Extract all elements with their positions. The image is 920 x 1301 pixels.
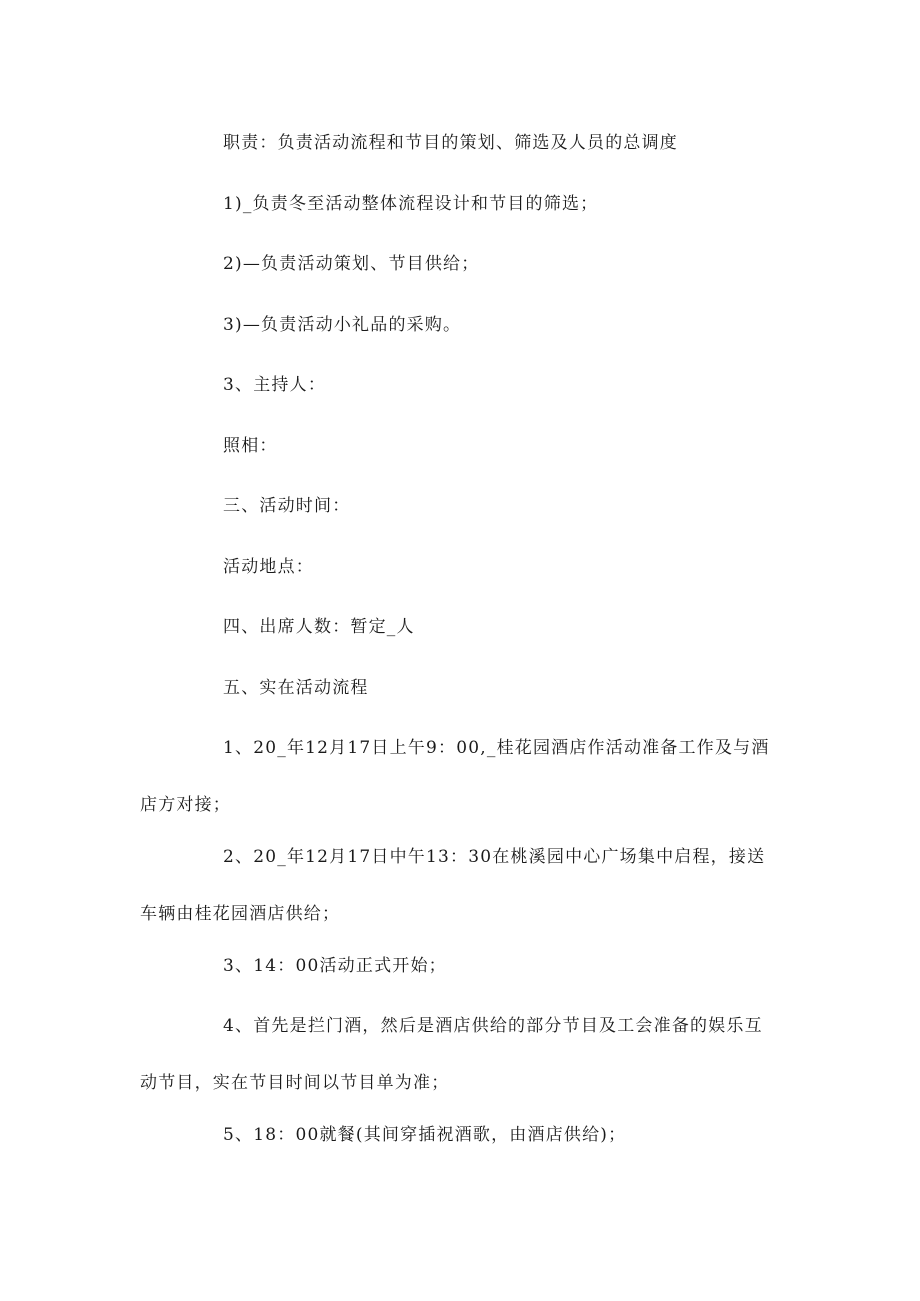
item-2-line: 2)—负责活动策划、节目供给；	[223, 254, 480, 274]
item-1-line: 1)_负责冬至活动整体流程设计和节目的筛选；	[223, 194, 599, 214]
process-step-4: 4、首先是拦门酒，然后是酒店供给的部分节目及工会准备的娱乐互动节目，实在节目时间以节目单为准；	[140, 1016, 763, 1093]
attendance-heading: 四、出席人数：暂定_人	[223, 617, 415, 637]
photo-line: 照相：	[223, 436, 278, 456]
host-line: 3、主持人：	[223, 375, 327, 395]
process-step-3: 3、14：00活动正式开始；	[223, 956, 447, 976]
item-3-line: 3)—负责活动小礼品的采购。	[223, 315, 462, 335]
time-heading: 三、活动时间：	[223, 496, 351, 516]
process-step-2: 2、20_年12月17日中午13：30在桃溪园中心广场集中启程，接送车辆由桂花园酒店供给；	[140, 847, 766, 924]
process-heading: 五、实在活动流程	[223, 678, 369, 698]
responsibility-line: 职责：负责活动流程和节目的策划、筛选及人员的总调度	[223, 133, 678, 153]
venue-line: 活动地点：	[223, 557, 314, 577]
process-step-5: 5、18：00就餐(其间穿插祝酒歌，由酒店供给)；	[223, 1125, 627, 1145]
process-step-1: 1、20_年12月17日上午9：00,_桂花园酒店作活动准备工作及与酒店方对接；	[140, 738, 770, 815]
